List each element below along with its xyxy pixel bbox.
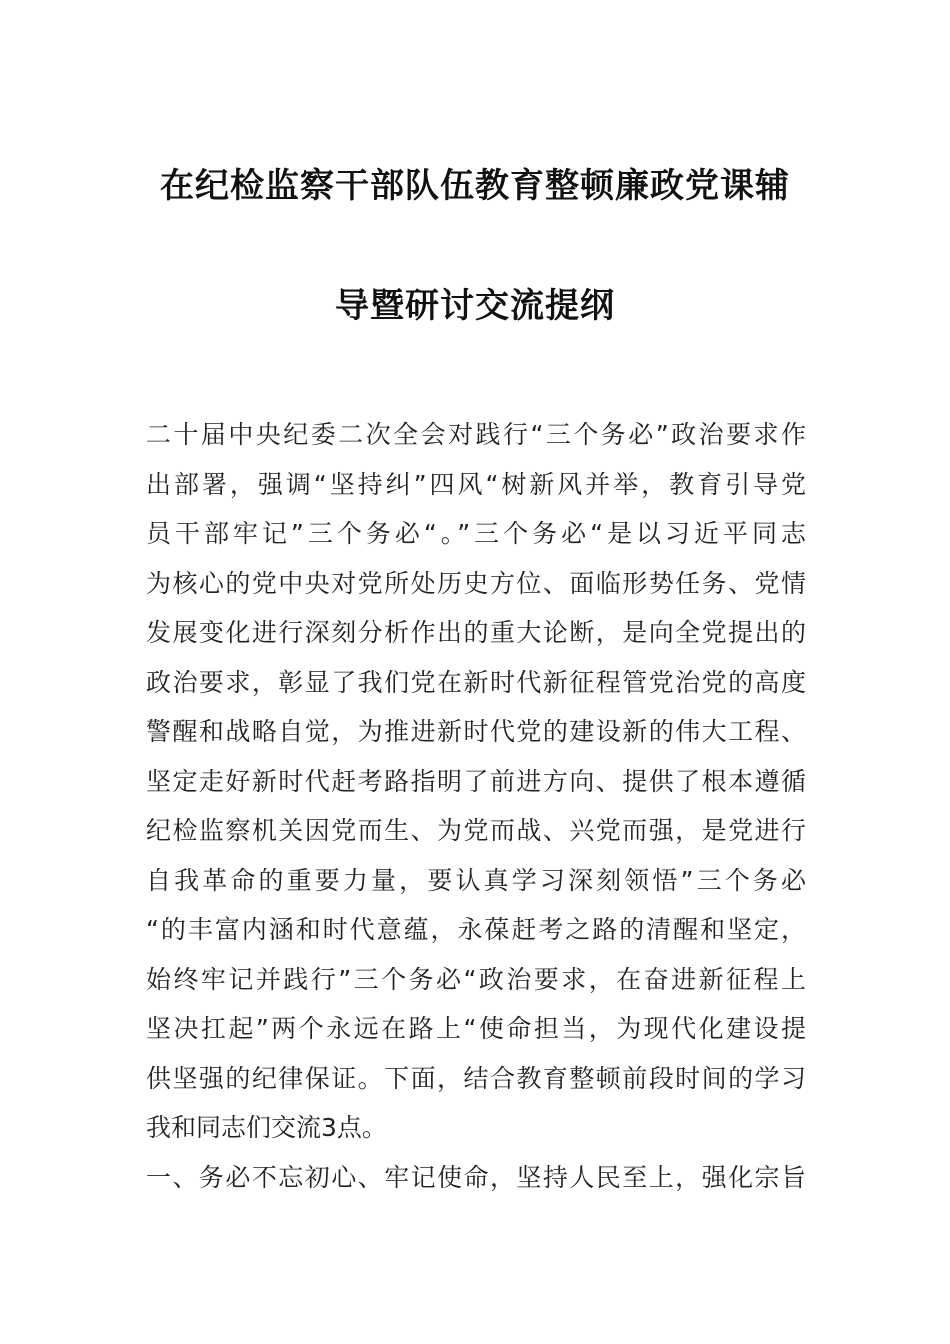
body-line: 为核心的党中央对党所处历史方位、面临形势任务、党情 [146, 568, 806, 598]
body-line: 发展变化进行深刻分析作出的重大论断，是向全党提出的 [146, 618, 806, 647]
body-line: 员干部牢记”三个务必“。”三个务必“是以习近平同志 [146, 519, 806, 548]
document-title-line-1: 在纪检监察干部队伍教育整顿廉政党课辅 [160, 166, 790, 206]
body-line: 供坚强的纪律保证。下面，结合教育整顿前段时间的学习 [146, 1063, 806, 1093]
body-line: 我和同志们交流3点。 [146, 1113, 387, 1142]
section-one-paragraph [146, 1153, 806, 1203]
section-heading-line: 一、务必不忘初心、牢记使命，坚持人民至上，强化宗旨 [146, 1162, 806, 1192]
body-line: 坚决扛起”两个永远在路上“使命担当，为现代化建设提 [146, 1014, 806, 1043]
body-line: 坚定走好新时代赶考路指明了前进方向、提供了根本遵循 [146, 766, 806, 796]
body-line: “的丰富内涵和时代意蕴，永葆赶考之路的清醒和坚定， [146, 915, 806, 944]
document-body [146, 410, 806, 1202]
document-title-line-2: 导暨研讨交流提纲 [335, 286, 615, 326]
body-line: 警醒和战略自觉，为推进新时代党的建设新的伟大工程、 [146, 717, 806, 746]
body-line: 自我革命的重要力量，要认真学习深刻领悟”三个务必 [146, 865, 806, 895]
body-line: 始终牢记并践行”三个务必“政治要求，在奋进新征程上 [146, 964, 806, 994]
body-line: 二十届中央纪委二次全会对践行“三个务必”政治要求作 [146, 420, 806, 449]
body-line: 纪检监察机关因党而生、为党而战、兴党而强，是党进行 [146, 816, 806, 845]
intro-paragraph [146, 410, 806, 1153]
body-line: 政治要求，彰显了我们党在新时代新征程管党治党的高度 [146, 667, 806, 697]
body-line: 出部署，强调“坚持纠”四风“树新风并举，教育引导党 [146, 469, 806, 499]
